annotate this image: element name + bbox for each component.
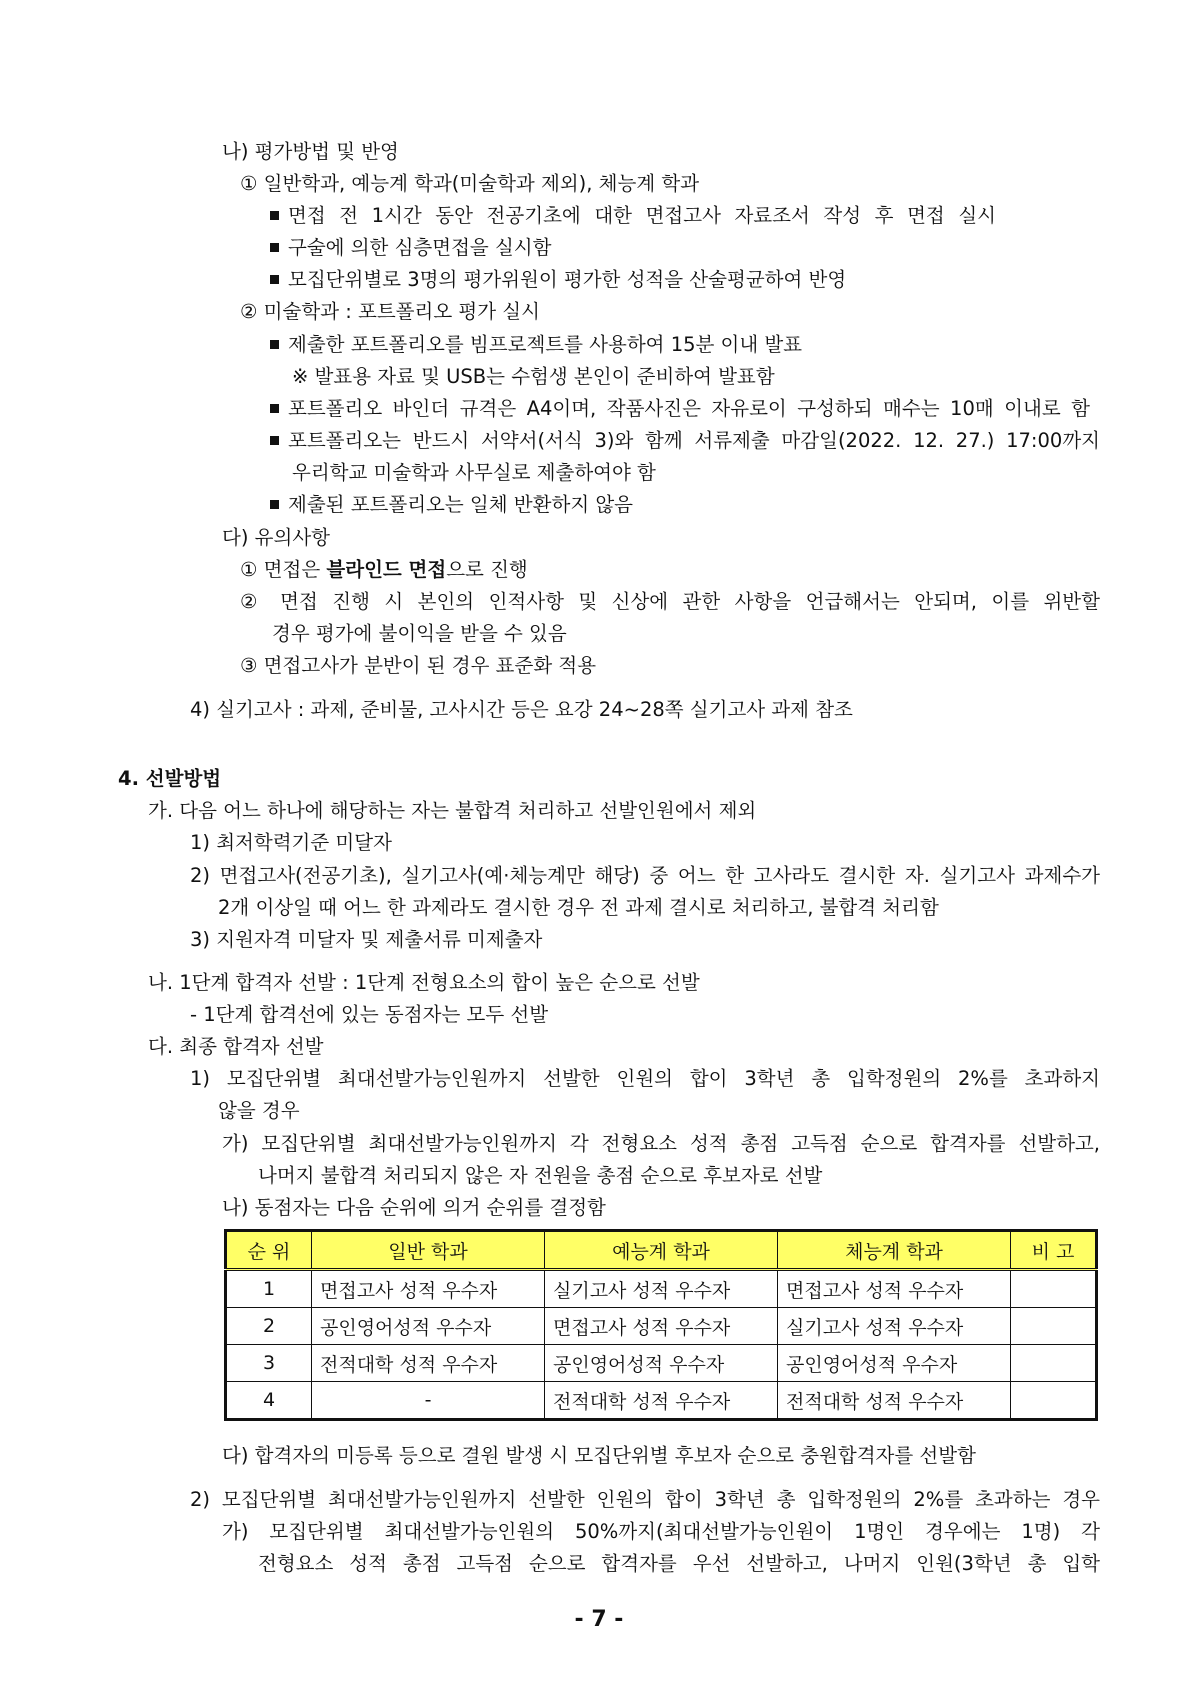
table-cell: 면접고사 성적 우수자 — [778, 1270, 1011, 1308]
s4-ga-1: 1) 최저학력기준 미달자 — [190, 831, 392, 854]
table-header: 일반 학과 — [312, 1231, 545, 1270]
table-cell: 면접고사 성적 우수자 — [545, 1308, 778, 1345]
table-row — [226, 1270, 1097, 1308]
s4-da-1-cont: 않을 경우 — [218, 1099, 300, 1122]
s4-na-sub: - 1단계 합격선에 있는 동점자는 모두 선발 — [190, 1003, 549, 1026]
notes-item-1-pre: ① 면접은 — [240, 558, 327, 581]
s4-da-2-ga-cont: 전형요소 성적 총점 고득점 순으로 합격자를 우선 선발하고, 나머지 인원(3학년 총 입학 — [258, 1552, 1100, 1575]
s4-ga-3: 3) 지원자격 미달자 및 제출서류 미제출자 — [190, 928, 543, 951]
notes-item-1-post: 으로 진행 — [446, 558, 528, 581]
s4-da-1: 1) 모집단위별 최대선발가능인원까지 선발한 인원의 합이 3학년 총 입학정원의 2%를 초과하지 — [190, 1067, 1100, 1090]
s4-da-1-da: 다) 합격자의 미등록 등으로 결원 발생 시 모집단위별 후보자 순으로 충원합격자를 선발함 — [222, 1444, 976, 1467]
table-header: 순 위 — [226, 1231, 312, 1270]
s4-da-2: 2) 모집단위별 최대선발가능인원까지 선발한 인원의 합이 3학년 총 입학정원의 2%를 초과하는 경우 — [190, 1488, 1100, 1511]
s4-ga-2: 2) 면접고사(전공기초), 실기고사(예·체능계만 해당) 중 어느 한 고사라도 결시한 자. 실기고사 과제수가 — [190, 864, 1100, 887]
table-header: 예능계 학과 — [545, 1231, 778, 1270]
eval-item-2-bullet-2: 포트폴리오 바인더 규격은 A4이며, 작품사진은 자유로이 구성하되 매수는 10매 이내로 함 — [270, 396, 1090, 422]
s4-da-1-ga-cont: 나머지 불합격 처리되지 않은 자 전원을 총점 순으로 후보자로 선발 — [258, 1164, 823, 1187]
table-cell: 공인영어성적 우수자 — [545, 1345, 778, 1382]
eval-item-1: ① 일반학과, 예능계 학과(미술학과 제외), 체능계 학과 — [240, 172, 700, 195]
table-header: 비 고 — [1011, 1231, 1097, 1270]
table-cell: 공인영어성적 우수자 — [312, 1308, 545, 1345]
s4-da: 다. 최종 합격자 선발 — [148, 1035, 324, 1058]
eval-item-2: ② 미술학과 : 포트폴리오 평가 실시 — [240, 300, 540, 323]
table-cell: - — [312, 1382, 545, 1420]
eval-item-2-bullet-3: 포트폴리오는 반드시 서약서(서식 3)와 함께 서류제출 마감일(2022. 12. 27.) 17:00까지 — [270, 428, 1100, 454]
table-row — [226, 1345, 1097, 1382]
page-number: - 7 - — [574, 1607, 624, 1632]
eval-item-2-bullet-4: 제출된 포트폴리오는 일체 반환하지 않음 — [270, 492, 633, 518]
table-header: 체능계 학과 — [778, 1231, 1011, 1270]
table-cell: 2 — [226, 1308, 312, 1345]
table-cell — [1011, 1382, 1097, 1420]
notes-item-1-bold: 블라인드 면접 — [326, 558, 447, 581]
eval-item-2-note: ※ 발표용 자료 및 USB는 수험생 본인이 준비하여 발표함 — [292, 365, 775, 388]
table-cell: 전적대학 성적 우수자 — [545, 1382, 778, 1420]
s4-ga-2-cont: 2개 이상일 때 어느 한 과제라도 결시한 경우 전 과제 결시로 처리하고, 불합격 처리함 — [218, 896, 939, 919]
table-cell: 1 — [226, 1270, 312, 1308]
table-cell: 실기고사 성적 우수자 — [778, 1308, 1011, 1345]
table-cell — [1011, 1270, 1097, 1308]
table-cell: 면접고사 성적 우수자 — [312, 1270, 545, 1308]
s4-da-1-na: 나) 동점자는 다음 순위에 의거 순위를 결정함 — [222, 1196, 606, 1219]
table-cell: 실기고사 성적 우수자 — [545, 1270, 778, 1308]
table-cell: 전적대학 성적 우수자 — [778, 1382, 1011, 1420]
notes-heading: 다) 유의사항 — [222, 526, 330, 549]
table-cell: 3 — [226, 1345, 312, 1382]
s4-na: 나. 1단계 합격자 선발 : 1단계 전형요소의 합이 높은 순으로 선발 — [148, 971, 700, 994]
table-cell — [1011, 1308, 1097, 1345]
notes-item-3: ③ 면접고사가 분반이 된 경우 표준화 적용 — [240, 654, 597, 677]
table-cell: 4 — [226, 1382, 312, 1420]
practical-exam-line: 4) 실기고사 : 과제, 준비물, 고사시간 등은 요강 24~28쪽 실기고사 과제 참조 — [190, 698, 853, 721]
table-cell: 전적대학 성적 우수자 — [312, 1345, 545, 1382]
table-cell — [1011, 1345, 1097, 1382]
eval-item-2-bullet-3-cont: 우리학교 미술학과 사무실로 제출하여야 함 — [292, 461, 656, 484]
table-row — [226, 1308, 1097, 1345]
table-header-row — [226, 1231, 1097, 1270]
tie-break-table — [224, 1229, 1098, 1421]
section-4-title: 4. 선발방법 — [118, 767, 222, 790]
notes-item-2-cont: 경우 평가에 불이익을 받을 수 있음 — [272, 622, 567, 645]
notes-item-1 — [240, 557, 528, 583]
eval-method-heading: 나) 평가방법 및 반영 — [222, 140, 399, 163]
s4-da-2-ga: 가) 모집단위별 최대선발가능인원의 50%까지(최대선발가능인원이 1명인 경우에는 1명) 각 — [222, 1520, 1100, 1543]
eval-item-1-bullet-3: 모집단위별로 3명의 평가위원이 평가한 성적을 산술평균하여 반영 — [270, 267, 846, 293]
table-row — [226, 1382, 1097, 1420]
eval-item-1-bullet-1: 면접 전 1시간 동안 전공기초에 대한 면접고사 자료조서 작성 후 면접 실시 — [270, 203, 996, 229]
eval-item-1-bullet-2: 구술에 의한 심층면접을 실시함 — [270, 235, 551, 261]
table-cell: 공인영어성적 우수자 — [778, 1345, 1011, 1382]
notes-item-2: ② 면접 진행 시 본인의 인적사항 및 신상에 관한 사항을 언급해서는 안되며, 이를 위반할 — [240, 590, 1100, 613]
eval-item-2-bullet-1: 제출한 포트폴리오를 빔프로젝트를 사용하여 15분 이내 발표 — [270, 332, 802, 358]
s4-ga: 가. 다음 어느 하나에 해당하는 자는 불합격 처리하고 선발인원에서 제외 — [148, 799, 757, 822]
s4-da-1-ga: 가) 모집단위별 최대선발가능인원까지 각 전형요소 성적 총점 고득점 순으로 합격자를 선발하고, — [222, 1132, 1100, 1155]
